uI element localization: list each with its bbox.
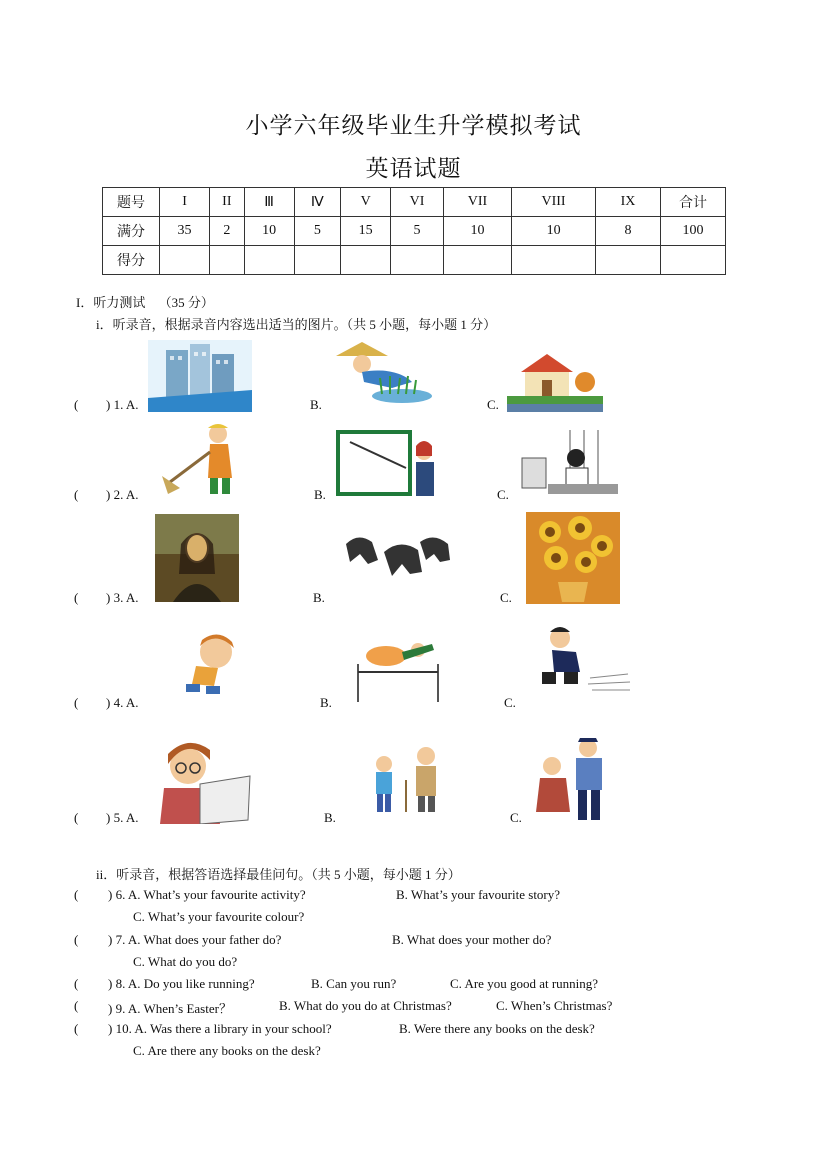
table-cell: 100 (661, 217, 726, 246)
option-c: C. Are there any books on the desk? (133, 1043, 321, 1058)
question-line: ) 6. A. What’s your favourite activity? (108, 887, 306, 902)
teacher-at-blackboard-illustration[interactable] (336, 428, 446, 500)
table-row (103, 188, 726, 217)
table-cell: 35 (160, 217, 210, 246)
table-cell: 10 (244, 217, 294, 246)
answer-paren[interactable]: ( (74, 976, 79, 991)
score-cell[interactable] (512, 246, 596, 275)
score-cell[interactable] (210, 246, 244, 275)
option-b-label: B. (314, 487, 326, 502)
table-cell: Ⅲ (244, 188, 294, 217)
table-cell: 合计 (661, 188, 726, 217)
option-b: B. What do you do at Christmas? (279, 998, 452, 1013)
table-cell: 5 (294, 217, 340, 246)
option-b: B. What does your mother do? (392, 932, 552, 947)
table-cell: 题号 (103, 188, 160, 217)
score-cell[interactable] (160, 246, 210, 275)
horses-ink-painting[interactable] (338, 524, 454, 592)
option-c: C. What do you do? (133, 954, 238, 969)
table-cell: II (210, 188, 244, 217)
table-cell: 得分 (103, 246, 160, 275)
option-b-label: B. (324, 810, 336, 825)
option-b-label: B. (313, 590, 325, 605)
house-illustration[interactable] (507, 344, 603, 412)
option-c: C. What’s your favourite colour? (133, 909, 305, 924)
part-i-instruction: i．听录音，根据录音内容选出适当的图片。（共 5 小题，每小题 1 分） (96, 317, 497, 332)
score-cell[interactable] (443, 246, 511, 275)
table-cell: Ⅳ (294, 188, 340, 217)
option-b: B. What’s your favourite story? (396, 887, 561, 902)
table-cell: VI (391, 188, 444, 217)
table-cell: I (160, 188, 210, 217)
question-number: ) 5. A. (106, 810, 139, 825)
option-b: B. Can you run? (311, 976, 397, 991)
exam-subtitle: 英语试题 (365, 156, 462, 182)
question-number: ) 2. A. (106, 487, 139, 502)
section-heading: I．听力测试 （35 分） (76, 295, 214, 310)
answer-paren[interactable]: ( (74, 932, 79, 947)
farmer-planting-rice-illustration[interactable] (332, 338, 436, 404)
option-b-label: B. (310, 397, 322, 412)
exam-title: 小学六年级毕业生升学模拟考试 (245, 113, 582, 139)
table-cell: 8 (596, 217, 661, 246)
option-c: C. When’s Christmas? (496, 998, 613, 1013)
table-cell: V (341, 188, 391, 217)
answer-paren[interactable]: ( (74, 397, 79, 412)
option-b: B. Were there any books on the desk? (399, 1021, 595, 1036)
answer-paren[interactable]: ( (74, 695, 79, 710)
question-line: ) 9. A. When’s Easter？ (108, 1001, 232, 1016)
score-cell[interactable] (391, 246, 444, 275)
answer-paren[interactable]: ( (74, 1021, 79, 1036)
table-row (103, 217, 726, 246)
high-jump-illustration[interactable] (352, 634, 448, 702)
mona-lisa-painting[interactable] (155, 514, 239, 602)
boy-helping-old-man-illustration[interactable] (366, 740, 448, 814)
answer-paren[interactable]: ( (74, 810, 79, 825)
question-line: ) 7. A. What does your father do? (108, 932, 282, 947)
table-cell: VIII (512, 188, 596, 217)
table-row (103, 246, 726, 275)
table-cell: VII (443, 188, 511, 217)
answer-paren[interactable]: ( (74, 487, 79, 502)
option-c-label: C. (497, 487, 509, 502)
policeman-helping-old-woman-illustration[interactable] (536, 734, 626, 824)
table-cell: 5 (391, 217, 444, 246)
table-cell: 满分 (103, 217, 160, 246)
answer-paren[interactable]: ( (74, 590, 79, 605)
option-c-label: C. (510, 810, 522, 825)
score-cell[interactable] (294, 246, 340, 275)
score-cell[interactable] (341, 246, 391, 275)
score-cell[interactable] (661, 246, 726, 275)
table-cell: 10 (443, 217, 511, 246)
option-c: C. Are you good at running? (450, 976, 599, 991)
question-number: ) 4. A. (106, 695, 139, 710)
table-cell: 2 (210, 217, 244, 246)
question-number: ) 3. A. (106, 590, 139, 605)
option-c-label: C. (504, 695, 516, 710)
street-sweeper-illustration[interactable] (160, 418, 250, 496)
option-c-label: C. (500, 590, 512, 605)
table-cell: IX (596, 188, 661, 217)
long-jump-illustration[interactable] (536, 622, 632, 706)
question-number: ) 1. A. (106, 397, 139, 412)
boy-running-illustration[interactable] (166, 630, 246, 702)
option-c-label: C. (487, 397, 499, 412)
question-line: ) 10. A. Was there a library in your school? (108, 1021, 332, 1036)
student-studying-illustration[interactable] (518, 428, 618, 500)
part-ii-instruction: ii．听录音，根据答语选择最佳问句。（共 5 小题，每小题 1 分） (96, 867, 461, 882)
score-cell[interactable] (244, 246, 294, 275)
score-table (102, 187, 726, 275)
question-line: ) 8. A. Do you like running? (108, 976, 255, 991)
answer-paren[interactable]: ( (74, 887, 79, 902)
sunflowers-painting[interactable] (526, 512, 620, 604)
answer-paren[interactable]: ( (74, 998, 79, 1013)
score-cell[interactable] (596, 246, 661, 275)
buildings-illustration[interactable] (148, 340, 252, 412)
woman-reading-newspaper-illustration[interactable] (154, 740, 254, 824)
table-cell: 10 (512, 217, 596, 246)
option-b-label: B. (320, 695, 332, 710)
table-cell: 15 (341, 217, 391, 246)
